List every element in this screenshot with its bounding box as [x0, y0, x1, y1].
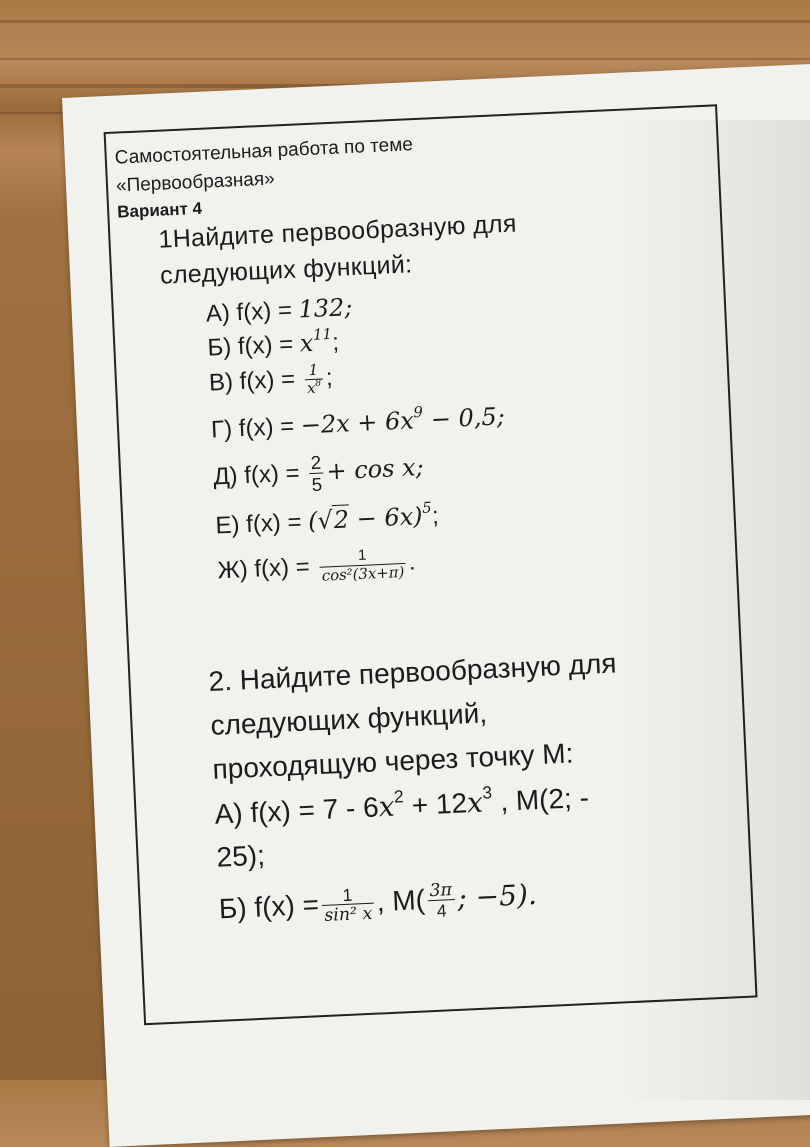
point-label: , М( — [376, 883, 426, 918]
fraction — [308, 453, 324, 495]
item-tail: + cos x; — [325, 452, 425, 486]
numerator: 1 — [342, 884, 353, 906]
numerator: 1 — [357, 547, 367, 565]
item-label: Б) f(x) = — [218, 888, 320, 925]
item-label: Е) f(x) = — [214, 508, 309, 540]
fraction — [427, 881, 455, 921]
item-tail: . — [408, 548, 417, 576]
task1-subtitle: следующих функций: — [159, 250, 413, 290]
item-expression: x — [299, 328, 314, 358]
denominator: 5 — [309, 472, 324, 494]
variable: x — [377, 789, 396, 824]
fraction — [304, 362, 324, 396]
denominator: sin² x — [322, 903, 375, 926]
wood-grain — [0, 58, 810, 60]
item-label: В) f(x) = — [208, 365, 303, 397]
exponent: 2 — [393, 786, 405, 807]
denominator: 4 — [428, 899, 455, 920]
radicand: 2 — [333, 505, 350, 535]
task2-condition: проходящую через точку М: — [211, 737, 575, 785]
item-expression: + 12 — [403, 787, 468, 822]
denominator: cos²(3x+π) — [321, 562, 405, 585]
item-tail: ; — [431, 502, 440, 530]
item-tail: − 0,5; — [422, 402, 506, 434]
exponent: 9 — [412, 402, 424, 422]
exponent: 3 — [481, 782, 493, 803]
denominator — [305, 378, 324, 396]
item-label: Ж) f(x) = — [216, 552, 317, 585]
item-tail: ; — [325, 363, 334, 392]
item-label: А) f(x) = 7 - 6 — [213, 791, 380, 830]
worksheet-paper — [62, 61, 810, 1147]
task2-item-a-continuation: 25); — [215, 839, 266, 873]
item-label: Б) f(x) = — [206, 330, 301, 362]
exponent: 11 — [312, 324, 333, 344]
fraction — [319, 547, 407, 584]
numerator: 3π — [429, 880, 453, 902]
item-expression: 132; — [297, 293, 353, 324]
task1-item-v — [208, 362, 333, 401]
task1-item-b — [206, 324, 340, 363]
variable: x — [466, 785, 484, 820]
item-label: А) f(x) = — [205, 296, 300, 328]
den-base: x — [306, 378, 316, 397]
item-tail: ; −5). — [456, 877, 538, 915]
fraction — [321, 885, 375, 926]
item-label: Г) f(x) = — [210, 412, 302, 444]
variant-label: Вариант 4 — [116, 198, 203, 222]
worksheet-topic: «Первообразная» — [115, 168, 276, 197]
item-label: Д) f(x) = — [212, 459, 307, 491]
item-expression: −2x + 6x — [300, 406, 415, 440]
task2-subtitle: следующих функций, — [209, 697, 488, 741]
item-expression: − 6x) — [348, 502, 424, 534]
worksheet-title: Самостоятельная работа по теме — [114, 134, 414, 169]
numerator: 1 — [308, 360, 319, 380]
wood-grain — [0, 20, 810, 23]
den-exponent: 8 — [315, 377, 322, 389]
exponent: 5 — [421, 498, 432, 517]
numerator: 2 — [310, 451, 322, 474]
sqrt-sign: (√ — [307, 506, 334, 536]
item-tail: , М(2; - — [491, 781, 590, 818]
task2-title: 2. Найдите первообразную для — [207, 647, 618, 697]
item-tail: ; — [331, 328, 340, 356]
task1-title: 1Найдите первообразную для — [157, 209, 518, 254]
